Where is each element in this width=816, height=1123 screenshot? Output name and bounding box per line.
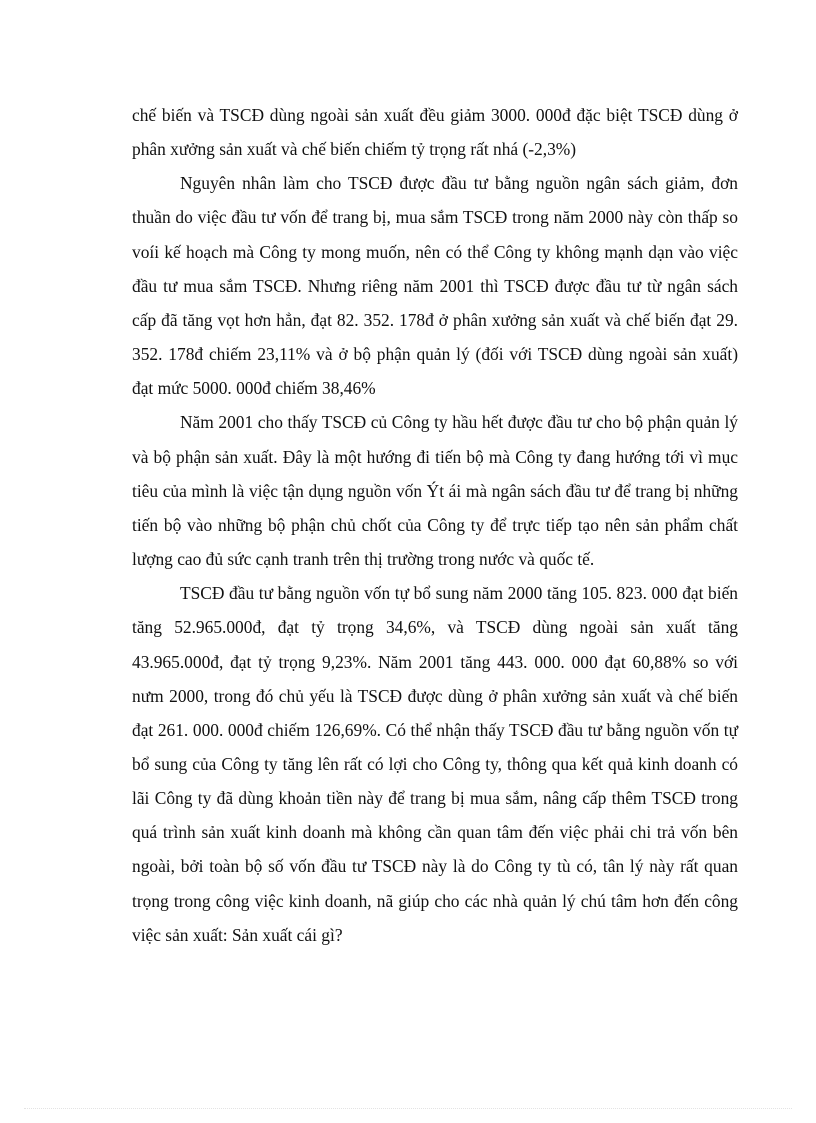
paragraph-self-funded-capital: TSCĐ đầu tư bằng nguồn vốn tự bổ sung năm 2000 tăng 105. 823. 000 đạt biến tăng 52.965.000đ, đạt tỷ trọng 34,6%, và TSCĐ dùng ngoài sản xuất tăng 43.965.000đ, đạt tỷ trọng 9,23%. Năm 2001 tăng 443. 000. 000 đạt 60,88% so với nưm 2000, trong đó chủ yếu là TSCĐ được dùng ở phân xưởng sản xuất và chế biến đạt 261. 000. 000đ chiếm 126,69%. Có thể nhận thấy TSCĐ đầu tư bằng nguồn vốn tự bổ sung của Công ty tăng lên rất có lợi cho Công ty, thông qua kết quả kinh doanh có lãi Công ty đã dùng khoản tiền này để trang bị mua sắm, nâng cấp thêm TSCĐ trong quá trình sản xuất kinh doanh mà không cần quan tâm đến việc phải chi trả vốn bên ngoài, bởi toàn bộ số vốn đầu tư TSCĐ này là do Công ty tù có, tân lý này rất quan trọng trong công việc kinh doanh, nã giúp cho các nhà quản lý chú tâm hơn đến công việc sản xuất: Sản xuất cái gì? xyxy=(132,583,738,945)
document-body xyxy=(132,98,738,952)
paragraph-2001-investment: Năm 2001 cho thấy TSCĐ củ Công ty hầu hết được đầu tư cho bộ phận quản lý và bộ phận sản xuất. Đây là một hướng đi tiến bộ mà Công ty đang hướng tới vì mục tiêu của mình là việc tận dụng nguồn vốn Ýt ái mà ngân sách đầu tư để trang bị những tiến bộ vào những bộ phận chủ chốt của Công ty để trực tiếp tạo nên sản phẩm chất lượng cao đủ sức cạnh tranh trên thị trường trong nước và quốc tế. xyxy=(132,412,738,570)
paragraph-budget-cause: Nguyên nhân làm cho TSCĐ được đầu tư bằng nguồn ngân sách giảm, đơn thuần do việc đầu tư vốn để trang bị, mua sắm TSCĐ trong năm 2000 này còn thấp so voíi kế hoạch mà Công ty mong muốn, nên có thể Công ty không mạnh dạn vào việc đầu tư mua sắm TSCĐ. Nhưng riêng năm 2001 thì TSCĐ được đầu tư từ ngân sách cấp đã tăng vọt hơn hẳn, đạt 82. 352. 178đ ở phân xưởng sản xuất và chế biến đạt 29. 352. 178đ chiếm 23,11% và ở bộ phận quản lý (đối với TSCĐ dùng ngoài sản xuất) đạt mức 5000. 000đ chiếm 38,46% xyxy=(132,173,738,399)
paragraph-continuation: chế biến và TSCĐ dùng ngoài sản xuất đều giảm 3000. 000đ đặc biệt TSCĐ dùng ở phân xưởng sản xuất và chế biến chiếm tỷ trọng rất nhá (-2,3%) xyxy=(132,105,738,160)
page-footer-divider xyxy=(24,1108,792,1109)
